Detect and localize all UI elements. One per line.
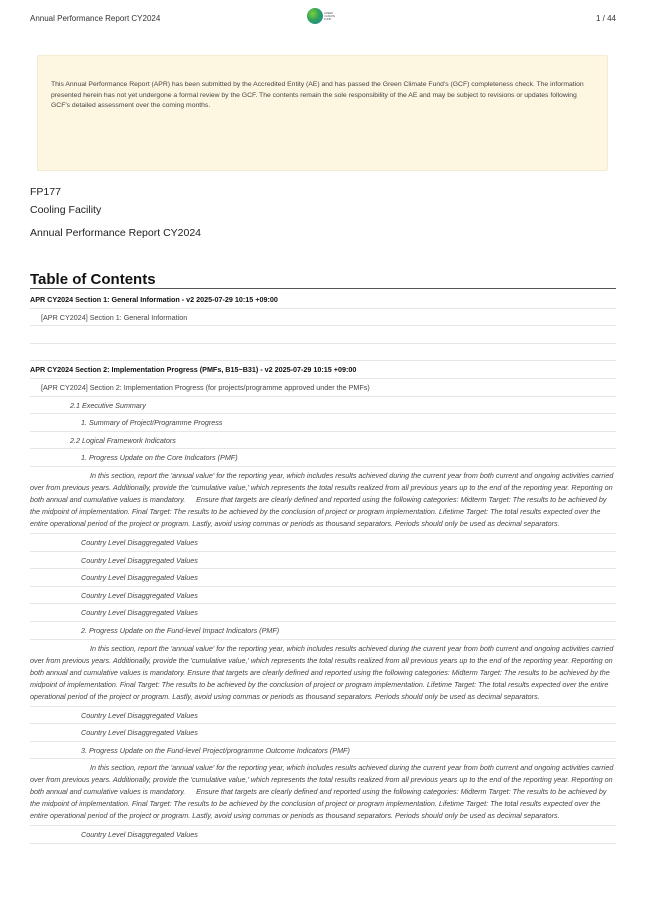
- toc-executive-summary[interactable]: 2.1 Executive Summary: [30, 397, 616, 415]
- disclaimer-notice: [37, 55, 608, 171]
- toc-spacer: [30, 344, 616, 362]
- toc-impact-indicators[interactable]: 2. Progress Update on the Fund-level Impact Indicators (PMF): [30, 622, 616, 640]
- logo-text: GREEN CLIMATE FUND: [324, 12, 336, 22]
- toc-instruction-text: In this section, report the 'annual value' for the reporting year, which includes results achieved during the current year from both current and ongoing activities carried over from previous years. Additionally, provide the 'cumulative value,' which represents the total results realized from all previous years up to the end of the reporting year. Reporting on both annual and cumulative values is mandatory.  Ensure that targets are clearly defined and reported using the following categories: Midterm Target: The results to be achieved by the midpoint of implementation. Final Target: The results to be achieved by the conclusion of project or program implementation. Lifetime Target: The total results expected over the entire operational period of the project or program. Lastly, avoid using commas or periods as thousand separators. Periods should only be used as decimal separators.: [30, 467, 616, 534]
- toc-country-values[interactable]: Country Level Disaggregated Values: [30, 604, 616, 622]
- toc-section-1-item[interactable]: [APR CY2024] Section 1: General Information: [30, 309, 616, 327]
- toc-country-values[interactable]: Country Level Disaggregated Values: [30, 534, 616, 552]
- toc-section-2-heading[interactable]: APR CY2024 Section 2: Implementation Progress (PMFs, B15~B31) - v2 2025-07-29 10:15 +09:00: [30, 361, 616, 379]
- toc-divider: [30, 288, 616, 289]
- toc-core-indicators[interactable]: 1. Progress Update on the Core Indicators (PMF): [30, 449, 616, 467]
- header-title: Annual Performance Report CY2024: [30, 14, 161, 23]
- toc-section-2-item[interactable]: [APR CY2024] Section 2: Implementation Progress (for projects/programme approved under the PMFs): [30, 379, 616, 397]
- report-title: Annual Performance Report CY2024: [30, 227, 202, 239]
- toc-instruction-text: In this section, report the 'annual value' for the reporting year, which includes results achieved during the current year from both current and ongoing activities carried over from previous years. Additionally, provide the 'cumulative value,' which represents the total results realized from all previous years up to the end of the reporting year. Reporting on both annual and cumulative values is mandatory. Ensure that targets are clearly defined and reported using the following categories: Midterm Target: The results to be achieved by the midpoint of implementation. Final Target: The results to be achieved by the conclusion of project or program implementation. Lifetime Target: The total results expected over the entire operational period of the project or program. Lastly, avoid using commas or periods as thousand separators. Periods should only be used as decimal separators.: [30, 640, 616, 707]
- disclaimer-text: This Annual Performance Report (APR) has been submitted by the Accredited Entity (AE) and has passed the Green Climate Fund's (GCF) completeness check. The information presented herein has not yet undergone a formal review by the GCF. The contents remain the sole responsibility of the AE and may be subject to revisions or updates following GCF's detailed assessment over the coming months.: [51, 81, 584, 109]
- toc-country-values[interactable]: Country Level Disaggregated Values: [30, 707, 616, 725]
- toc-country-values[interactable]: Country Level Disaggregated Values: [30, 552, 616, 570]
- toc-country-values[interactable]: Country Level Disaggregated Values: [30, 724, 616, 742]
- project-name: Cooling Facility: [30, 204, 102, 216]
- toc-instruction-text: In this section, report the 'annual value' for the reporting year, which includes results achieved during the current year from both current and ongoing activities carried over from previous years. Additionally, provide the 'cumulative value,' which represents the total results realized from all previous years up to the end of the reporting year. Reporting on both annual and cumulative values is mandatory.  Ensure that targets are clearly defined and reported using the following categories: Midterm Target: The results to be achieved by the midpoint of implementation. Final Target: The results to be achieved by the conclusion of project or program implementation. Lifetime Target: The total results expected over the entire operational period of the project or program. Lastly, avoid using commas or periods as thousand separators. Periods should only be used as decimal separators.: [30, 759, 616, 826]
- toc-country-values[interactable]: Country Level Disaggregated Values: [30, 826, 616, 844]
- toc-spacer: [30, 326, 616, 344]
- toc-summary-progress[interactable]: 1. Summary of Project/Programme Progress: [30, 414, 616, 432]
- project-id: FP177: [30, 186, 61, 198]
- toc-section-1-heading[interactable]: APR CY2024 Section 1: General Information - v2 2025-07-29 10:15 +09:00: [30, 291, 616, 309]
- toc-country-values[interactable]: Country Level Disaggregated Values: [30, 587, 616, 605]
- toc-title: Table of Contents: [30, 271, 156, 288]
- toc-country-values[interactable]: Country Level Disaggregated Values: [30, 569, 616, 587]
- page-header: [0, 0, 646, 40]
- gcf-logo: [307, 8, 341, 30]
- globe-logo-icon: [307, 8, 323, 24]
- toc-outcome-indicators[interactable]: 3. Progress Update on the Fund-level Project/programme Outcome Indicators (PMF): [30, 742, 616, 760]
- toc-logframe-indicators[interactable]: 2.2 Logical Framework Indicators: [30, 432, 616, 450]
- page-indicator: 1 / 44: [595, 14, 616, 23]
- table-of-contents: [30, 291, 616, 844]
